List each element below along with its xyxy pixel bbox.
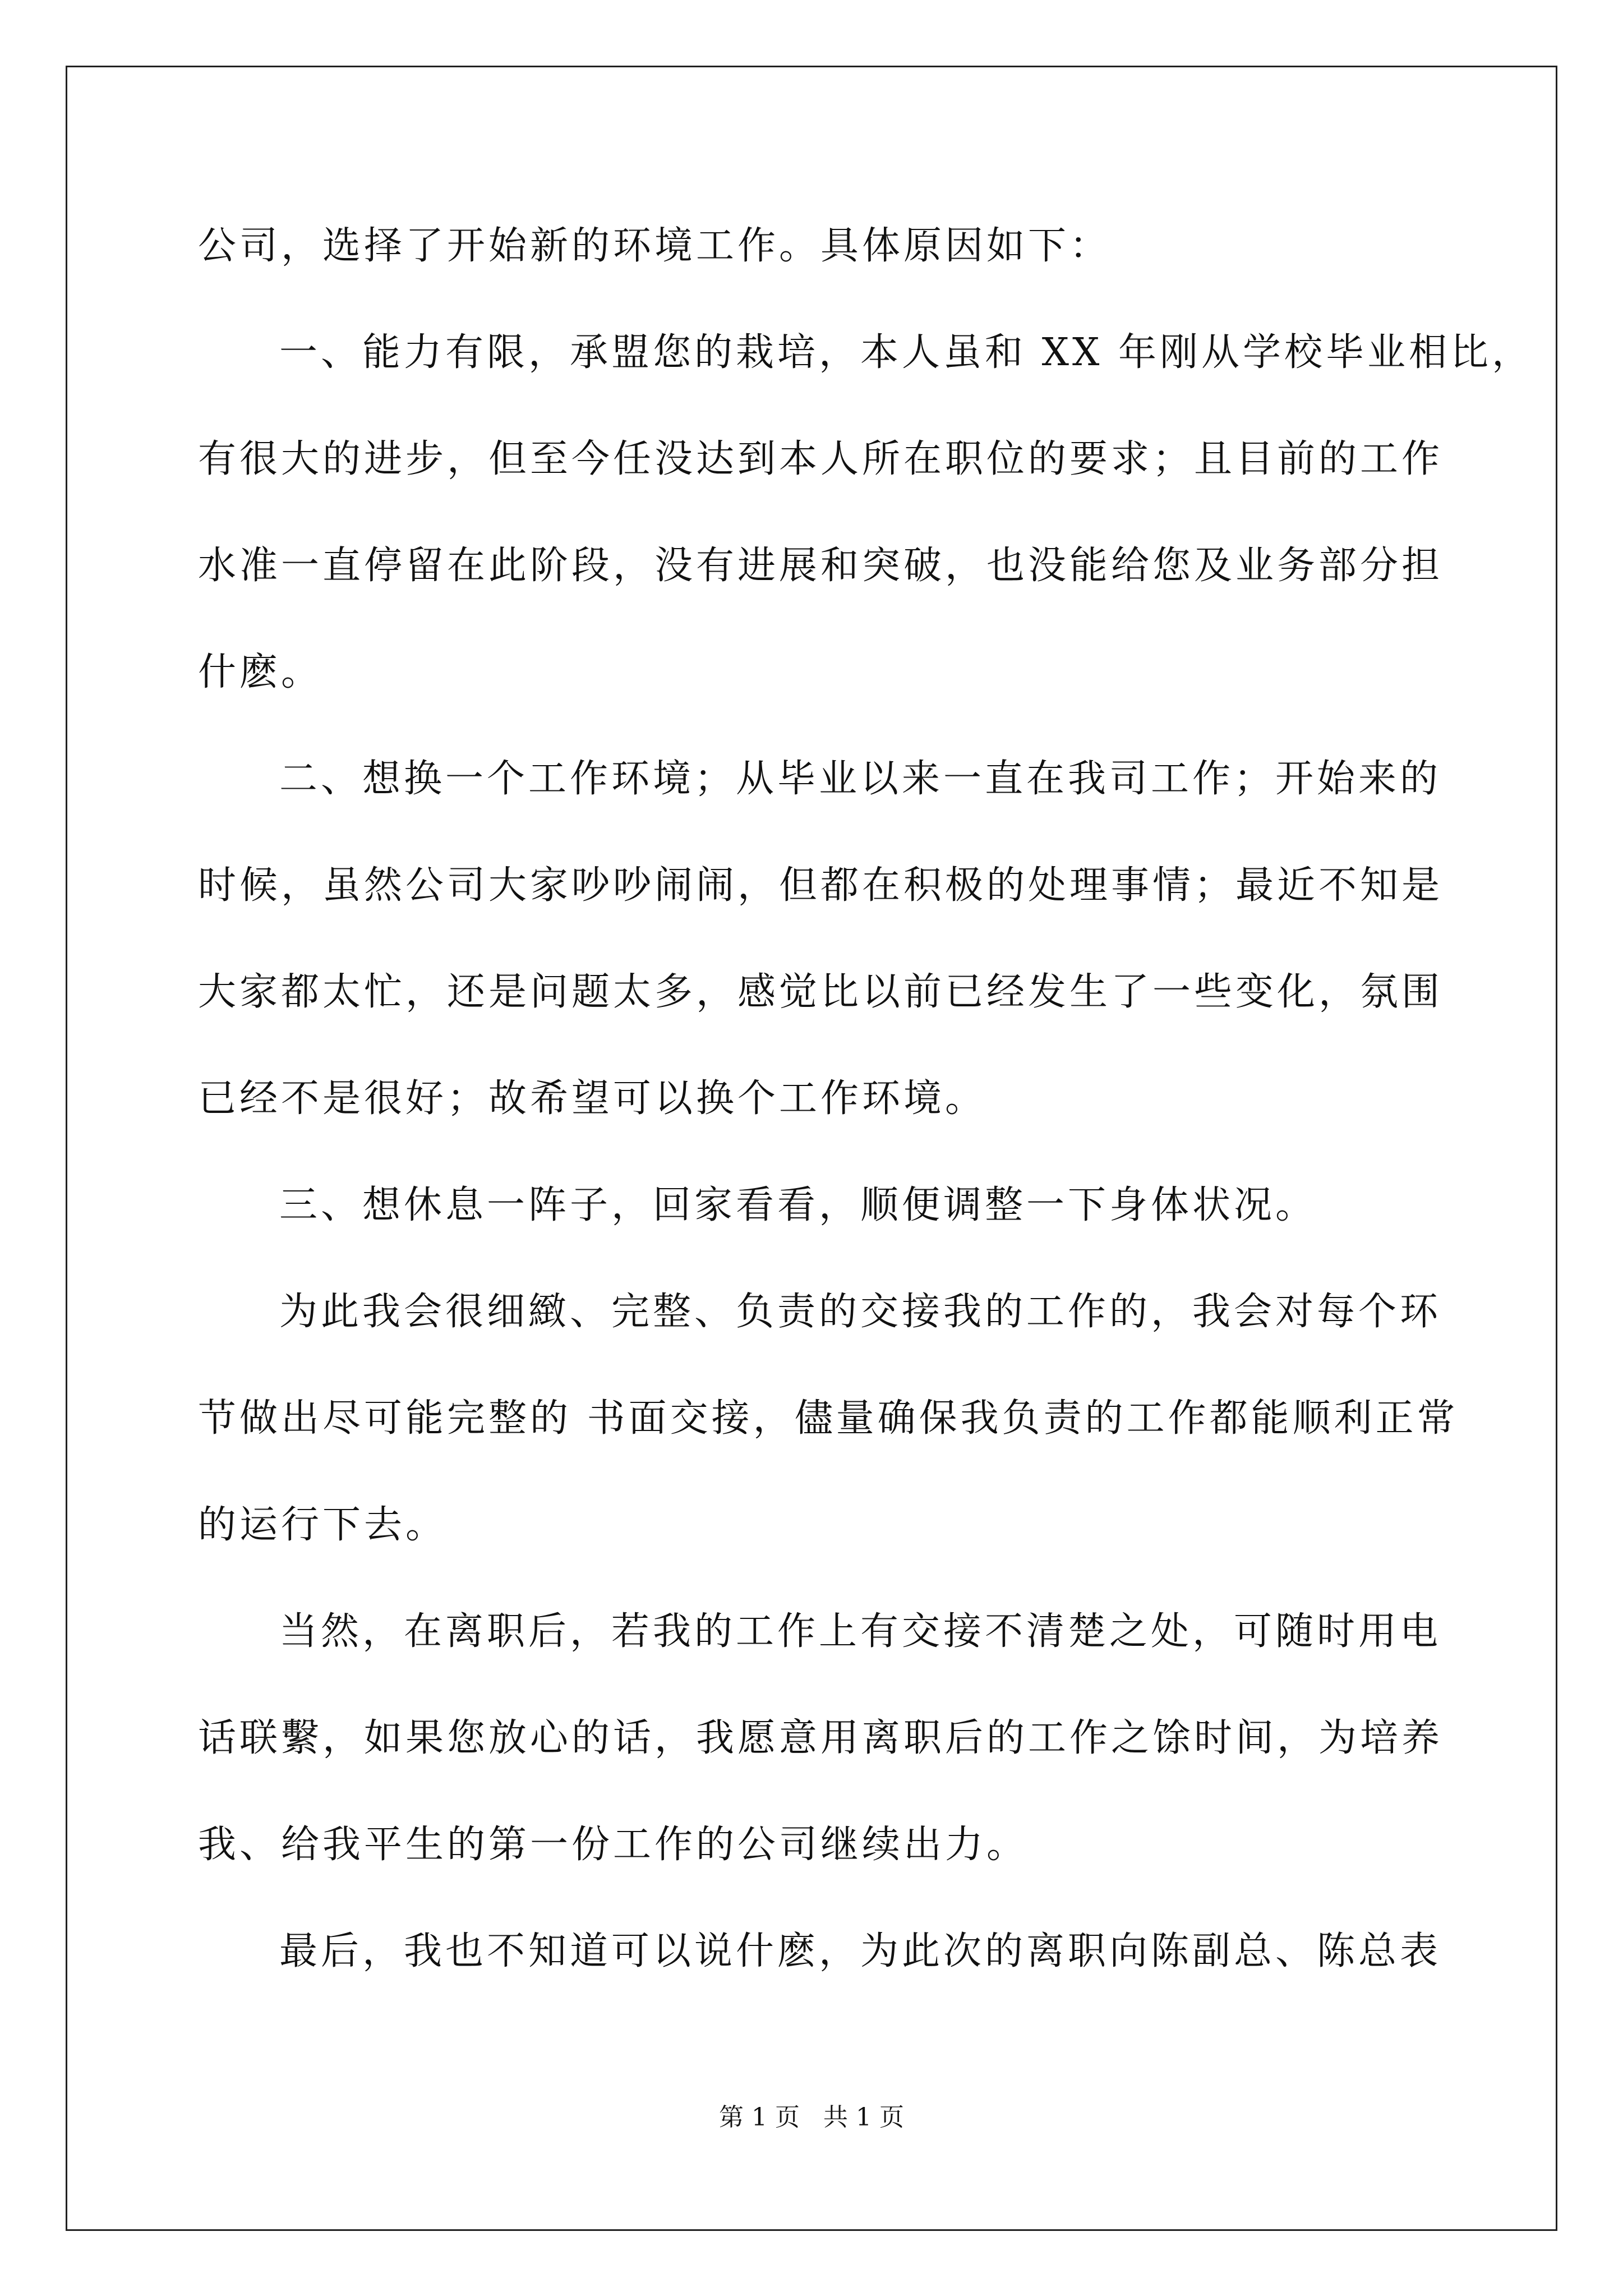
paragraph-line: 一、能力有限，承盟您的栽培，本人虽和 XX 年刚从学校毕业相比， bbox=[279, 330, 1534, 375]
page-border bbox=[66, 66, 1557, 2231]
text-line: 水准一直停留在此阶段，没有进展和突破，也没能给您及业务部分担 bbox=[198, 544, 1444, 588]
text-line: 大家都太忙，还是问题太多，感觉比以前已经发生了一些变化，氛围 bbox=[198, 970, 1444, 1014]
text-line: 有很大的进步，但至今任没达到本人所在职位的要求；且目前的工作 bbox=[198, 437, 1444, 481]
text-line: 公司，选择了开始新的环境工作。具体原因如下： bbox=[198, 224, 1112, 268]
paragraph-line: 二、想换一个工作环境；从毕业以来一直在我司工作；开始来的 bbox=[279, 757, 1442, 801]
page-number-footer: 第 1 页 共 1 页 bbox=[719, 2103, 904, 2132]
text-line: 什麽。 bbox=[198, 650, 323, 694]
text-line: 话联繫，如果您放心的话，我愿意用离职后的工作之馀时间，为培养 bbox=[198, 1716, 1444, 1760]
paragraph-line: 当然，在离职后，若我的工作上有交接不清楚之处，可随时用电 bbox=[279, 1609, 1442, 1654]
paragraph-line: 最后，我也不知道可以说什麽，为此次的离职向陈副总、陈总表 bbox=[279, 1929, 1442, 1973]
text-line: 时候，虽然公司大家吵吵闹闹，但都在积极的处理事情；最近不知是 bbox=[198, 863, 1444, 908]
text-line: 的运行下去。 bbox=[198, 1503, 448, 1547]
text-line: 我、给我平生的第一份工作的公司继续出力。 bbox=[198, 1823, 1029, 1867]
paragraph-line: 为此我会很细緻、完整、负责的交接我的工作的，我会对每个环 bbox=[279, 1290, 1442, 1334]
text-line: 已经不是很好；故希望可以换个工作环境。 bbox=[198, 1076, 987, 1121]
paragraph-line: 三、想休息一阵子，回家看看，顺便调整一下身体状况。 bbox=[279, 1183, 1317, 1227]
text-line: 节做出尽可能完整的 书面交接，儘量确保我负责的工作都能顺利正常 bbox=[198, 1396, 1459, 1441]
